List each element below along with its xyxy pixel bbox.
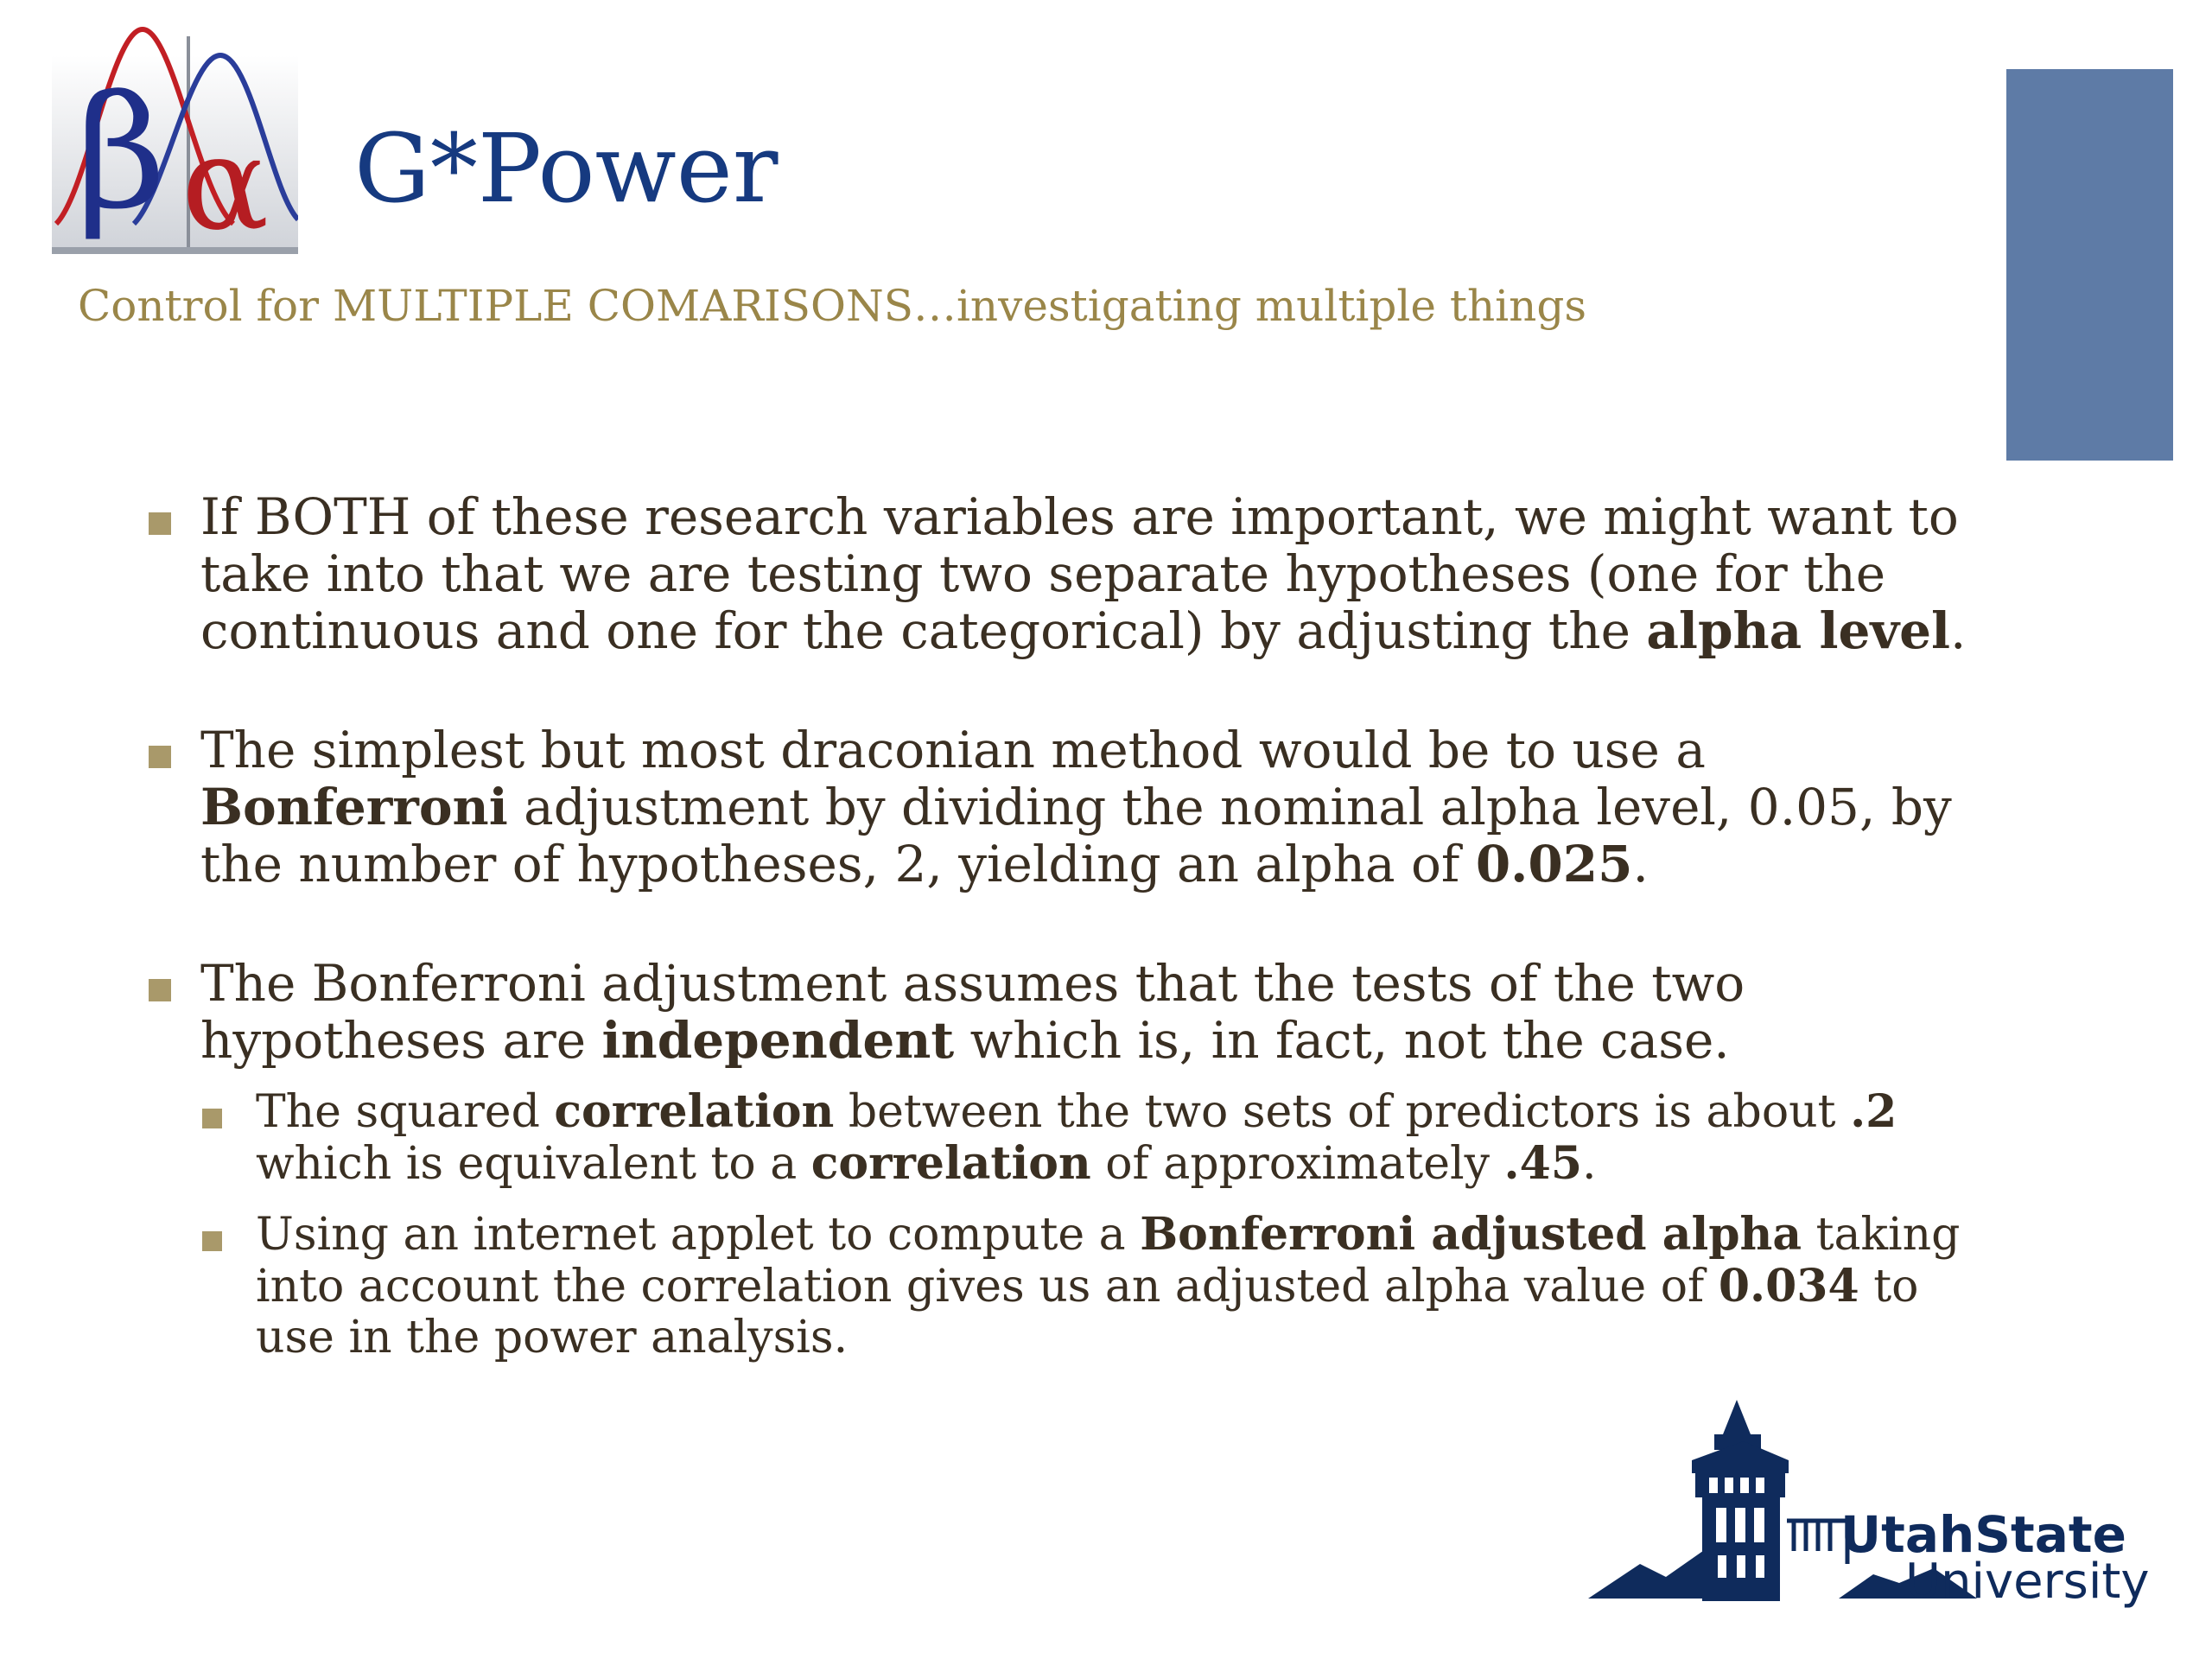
text-segment: which is, in fact, not the case. <box>954 1011 1730 1070</box>
bold-text: correlation <box>810 1137 1091 1190</box>
bold-text: .45 <box>1503 1137 1582 1190</box>
sub-bullet-item <box>202 1209 2005 1363</box>
bold-text: correlation <box>554 1085 835 1138</box>
app-title: G*Power <box>354 113 779 224</box>
bold-text: Bonferroni adjusted alpha <box>1140 1208 1802 1261</box>
bold-text: 0.034 <box>1718 1260 1859 1313</box>
bold-text: 0.025 <box>1475 835 1633 893</box>
text-segment: taking into account the correlation gives us an adjusted alpha value of <box>256 1209 1961 1313</box>
text-segment: The Bonferroni adjustment assumes that the tests of the two hypotheses are <box>200 954 1745 1070</box>
text-segment: Using an internet applet to compute a <box>256 1209 1141 1261</box>
slide-subtitle: Control for MULTIPLE COMARISONS…investigating multiple things <box>78 281 1587 331</box>
text-segment: . <box>1582 1138 1597 1190</box>
bullet-item <box>147 721 2005 893</box>
bullet-text <box>200 488 2005 659</box>
bullet-item <box>147 488 2005 659</box>
text-segment: between the two sets of predictors is about <box>834 1086 1851 1138</box>
bold-text: Bonferroni <box>200 778 508 836</box>
bullet-item <box>147 955 2005 1363</box>
bullet-list <box>147 488 2005 1426</box>
alpha-glyph: α <box>181 109 270 254</box>
accent-bar <box>2006 69 2173 461</box>
sub-bullet-item <box>202 1086 2005 1190</box>
bullet-text <box>200 955 2005 1069</box>
usu-wordmark-line2: University <box>1905 1554 2150 1610</box>
text-segment: If BOTH of these research variables are important, we might want to take into that we are testing two separate hypotheses (one for the continuous and one for the categorical) by adjusting the <box>200 487 1959 660</box>
text-segment: which is equivalent to a <box>256 1138 811 1190</box>
beta-glyph: β <box>76 63 167 244</box>
text-segment: The squared <box>256 1086 555 1138</box>
text-segment: of approximately <box>1090 1138 1504 1190</box>
bullet-text <box>200 721 2005 893</box>
sub-bullet-list <box>200 1086 2005 1363</box>
text-segment: . <box>1950 601 1967 660</box>
bold-text: alpha level <box>1646 601 1951 660</box>
bold-text: .2 <box>1850 1085 1897 1138</box>
gpower-logo <box>52 21 298 254</box>
text-segment: The simplest but most draconian method would be to use a <box>200 721 1706 779</box>
text-segment: to use in the power analysis. <box>256 1261 1919 1363</box>
bold-text: independent <box>601 1011 955 1070</box>
text-segment: adjustment by dividing the nominal alpha level, 0.05, by the number of hypotheses, 2, yielding an alpha of <box>200 778 1952 893</box>
text-segment: . <box>1632 835 1649 893</box>
usu-wordmark-line1: UtahState <box>1840 1505 2126 1564</box>
